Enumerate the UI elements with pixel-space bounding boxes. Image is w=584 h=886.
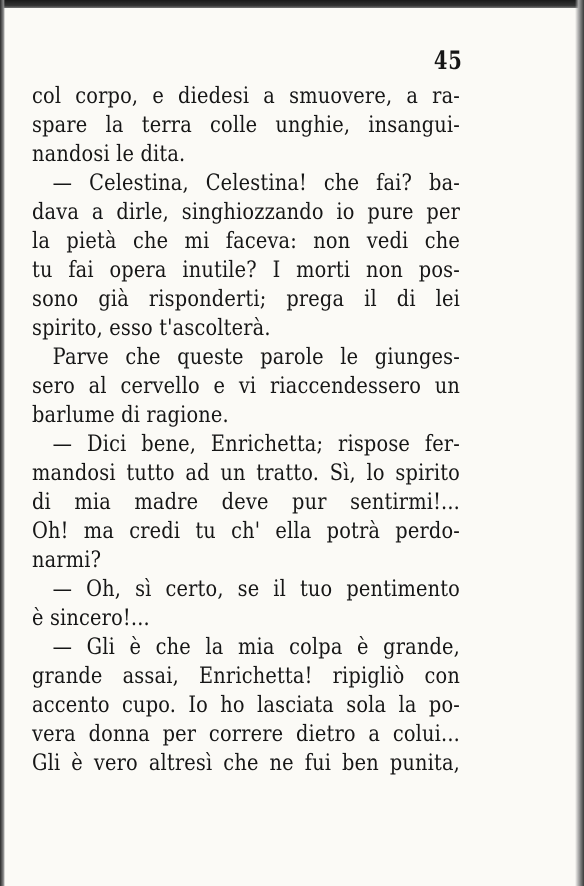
- text-line: sero al cervello e vi riaccendessero un: [32, 373, 460, 399]
- page-left-edge: [0, 0, 5, 886]
- text-line: di mia madre deve pur sentirmi!...: [32, 489, 460, 515]
- text-line: dava a dirle, singhiozzando io pure per: [32, 199, 460, 225]
- text-line: — Celestina, Celestina! che fai? ba-: [52, 170, 460, 196]
- text-line: sono già risponderti; prega il di lei: [32, 286, 460, 312]
- text-line: — Oh, sì certo, se il tuo pentimento: [52, 576, 460, 602]
- text-line: spirito, esso t'ascolterà.: [32, 315, 271, 341]
- text-line: col corpo, e diedesi a smuovere, a ra-: [32, 83, 460, 109]
- page-top-edge: [0, 0, 584, 8]
- text-line: la pietà che mi faceva: non vedi che: [32, 228, 460, 254]
- text-line: grande assai, Enrichetta! ripigliò con: [32, 663, 460, 689]
- text-line: è sincero!...: [32, 605, 150, 631]
- text-line: Oh! ma credi tu ch' ella potrà perdo-: [32, 518, 460, 544]
- text-line: Gli è vero altresì che ne fui ben punita,: [32, 750, 460, 776]
- body-text: [32, 82, 460, 778]
- text-line: Parve che queste parole le giunges-: [52, 344, 460, 370]
- text-line: narmi?: [32, 547, 102, 573]
- page-number: 45: [433, 46, 463, 75]
- text-line: — Gli è che la mia colpa è grande,: [52, 634, 460, 660]
- text-line: accento cupo. Io ho lasciata sola la po-: [32, 692, 460, 718]
- text-line: spare la terra colle unghie, insangui-: [32, 112, 460, 138]
- page-right-edge: [575, 0, 584, 886]
- text-line: barlume di ragione.: [32, 402, 229, 428]
- text-line: — Dici bene, Enrichetta; rispose fer-: [52, 431, 460, 457]
- text-line: mandosi tutto ad un tratto. Sì, lo spirito: [32, 460, 460, 486]
- text-line: vera donna per correre dietro a colui...: [32, 721, 460, 747]
- text-line: nandosi le dita.: [32, 141, 186, 167]
- text-line: tu fai opera inutile? I morti non pos-: [32, 257, 460, 283]
